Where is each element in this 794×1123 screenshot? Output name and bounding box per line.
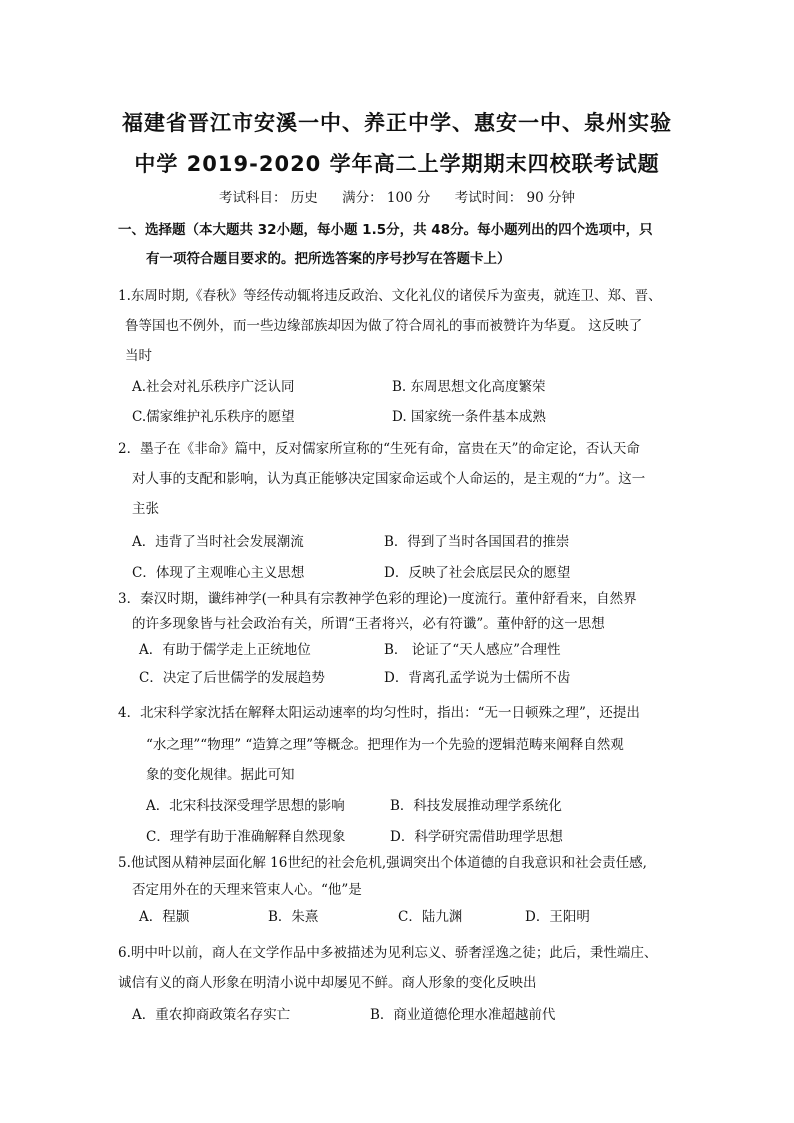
section-heading-cont: 有一项符合题目要求的。把所选答案的序号抄写在答题卡上） xyxy=(146,251,511,267)
question-stem: 诚信有义的商人形象在明清小说中却屡见不鲜。商人形象的变化反映出 xyxy=(118,975,537,991)
option-d: D. 国家统一条件基本成熟 xyxy=(392,409,546,425)
question-stem: 2．墨子在《非命》篇中，反对儒家所宣称的“生死有命，富贵在天”的命定论，否认天命 xyxy=(118,441,640,457)
exam-info xyxy=(0,186,794,206)
option-b: B．得到了当时各国国君的推崇 xyxy=(384,534,570,550)
option-c: C．理学有助于准确解释自然现象 xyxy=(146,829,346,845)
option-d: D．背离孔孟学说为士儒所不齿 xyxy=(384,670,571,686)
question-stem: 象的变化规律。据此可知 xyxy=(146,767,295,783)
option-b: B． 论证了“天人感应”合理性 xyxy=(384,642,561,658)
question-stem: 的许多现象皆与社会政治有关，所谓“王者将兴，必有符谶”。董仲舒的这一思想 xyxy=(132,616,605,632)
option-b: B．商业道德伦理水准超越前代 xyxy=(370,1007,556,1023)
option-a: A．北宋科技深受理学思想的影响 xyxy=(146,798,345,814)
question-stem: 3．秦汉时期，谶纬神学(一种具有宗教神学色彩的理论)一度流行。董仲舒看来，自然界 xyxy=(118,591,637,607)
option-d: D．反映了社会底层民众的愿望 xyxy=(384,565,571,581)
option-b: B. 东周思想文化高度繁荣 xyxy=(392,379,546,395)
option-c: C．决定了后世儒学的发展趋势 xyxy=(139,670,325,686)
option-b: B．朱熹 xyxy=(268,909,319,925)
option-c: C.儒家维护礼乐秩序的愿望 xyxy=(132,409,295,425)
option-b: B．科技发展推动理学系统化 xyxy=(390,798,562,814)
option-c: C．陆九渊 xyxy=(398,909,463,925)
option-a: A．重农抑商政策名存实亡 xyxy=(132,1007,291,1023)
section-heading: 一、选择题（本大题共 32小题，每小题 1.5分，共 48分。每小题列出的四个选项中，只 xyxy=(118,222,653,238)
option-a: A．有助于儒学走上正统地位 xyxy=(139,642,311,658)
exam-time: 考试时间： 90 分钟 xyxy=(454,190,575,206)
option-d: D．王阳明 xyxy=(525,909,590,925)
exam-score: 满分： 100 分 xyxy=(342,190,431,206)
question-stem: “水之理”“物理” “造算之理”等概念。把理作为一个先验的逻辑范畴来阐释自然观 xyxy=(146,737,624,753)
exam-title-line2: 中学 2019-2020 学年高二上学期期末四校联考试题 xyxy=(134,152,660,176)
question-stem: 对人事的支配和影响，认为真正能够决定国家命运或个人命运的，是主观的“力”。这一 xyxy=(132,471,646,487)
option-a: A．程颢 xyxy=(139,909,190,925)
question-stem: 主张 xyxy=(132,501,159,517)
question-stem: 5.他试图从精神层面化解 16世纪的社会危机,强调突出个体道德的自我意识和社会责任感, xyxy=(118,855,647,871)
option-d: D．科学研究需借助理学思想 xyxy=(390,829,563,845)
exam-title-line1: 福建省晋江市安溪一中、养正中学、惠安一中、泉州实验 xyxy=(122,111,672,135)
option-c: C．体现了主观唯心主义思想 xyxy=(132,565,305,581)
question-stem: 鲁等国也不例外，而一些边缘部族却因为做了符合周礼的事而被赞许为华夏。 这反映了 xyxy=(125,318,643,334)
question-stem: 当时 xyxy=(125,348,152,364)
question-stem: 否定用外在的天理来管束人心。“他”是 xyxy=(132,882,362,898)
question-stem: 4．北宋科学家沈括在解释太阳运动速率的均匀性时，指出：“无一日顿殊之理”，还提出 xyxy=(118,705,640,721)
question-stem: 1.东周时期,《春秋》等经传动辄将违反政治、文化礼仪的诸侯斥为蛮夷，就连卫、郑、晋、 xyxy=(118,288,662,304)
exam-subject: 考试科目： 历史 xyxy=(218,190,318,206)
option-a: A.社会对礼乐秩序广泛认同 xyxy=(132,379,295,395)
option-a: A．违背了当时社会发展潮流 xyxy=(132,534,304,550)
question-stem: 6.明中叶以前，商人在文学作品中多被描述为见利忘义、骄奢淫逸之徒；此后，秉性端庄、 xyxy=(118,945,658,961)
